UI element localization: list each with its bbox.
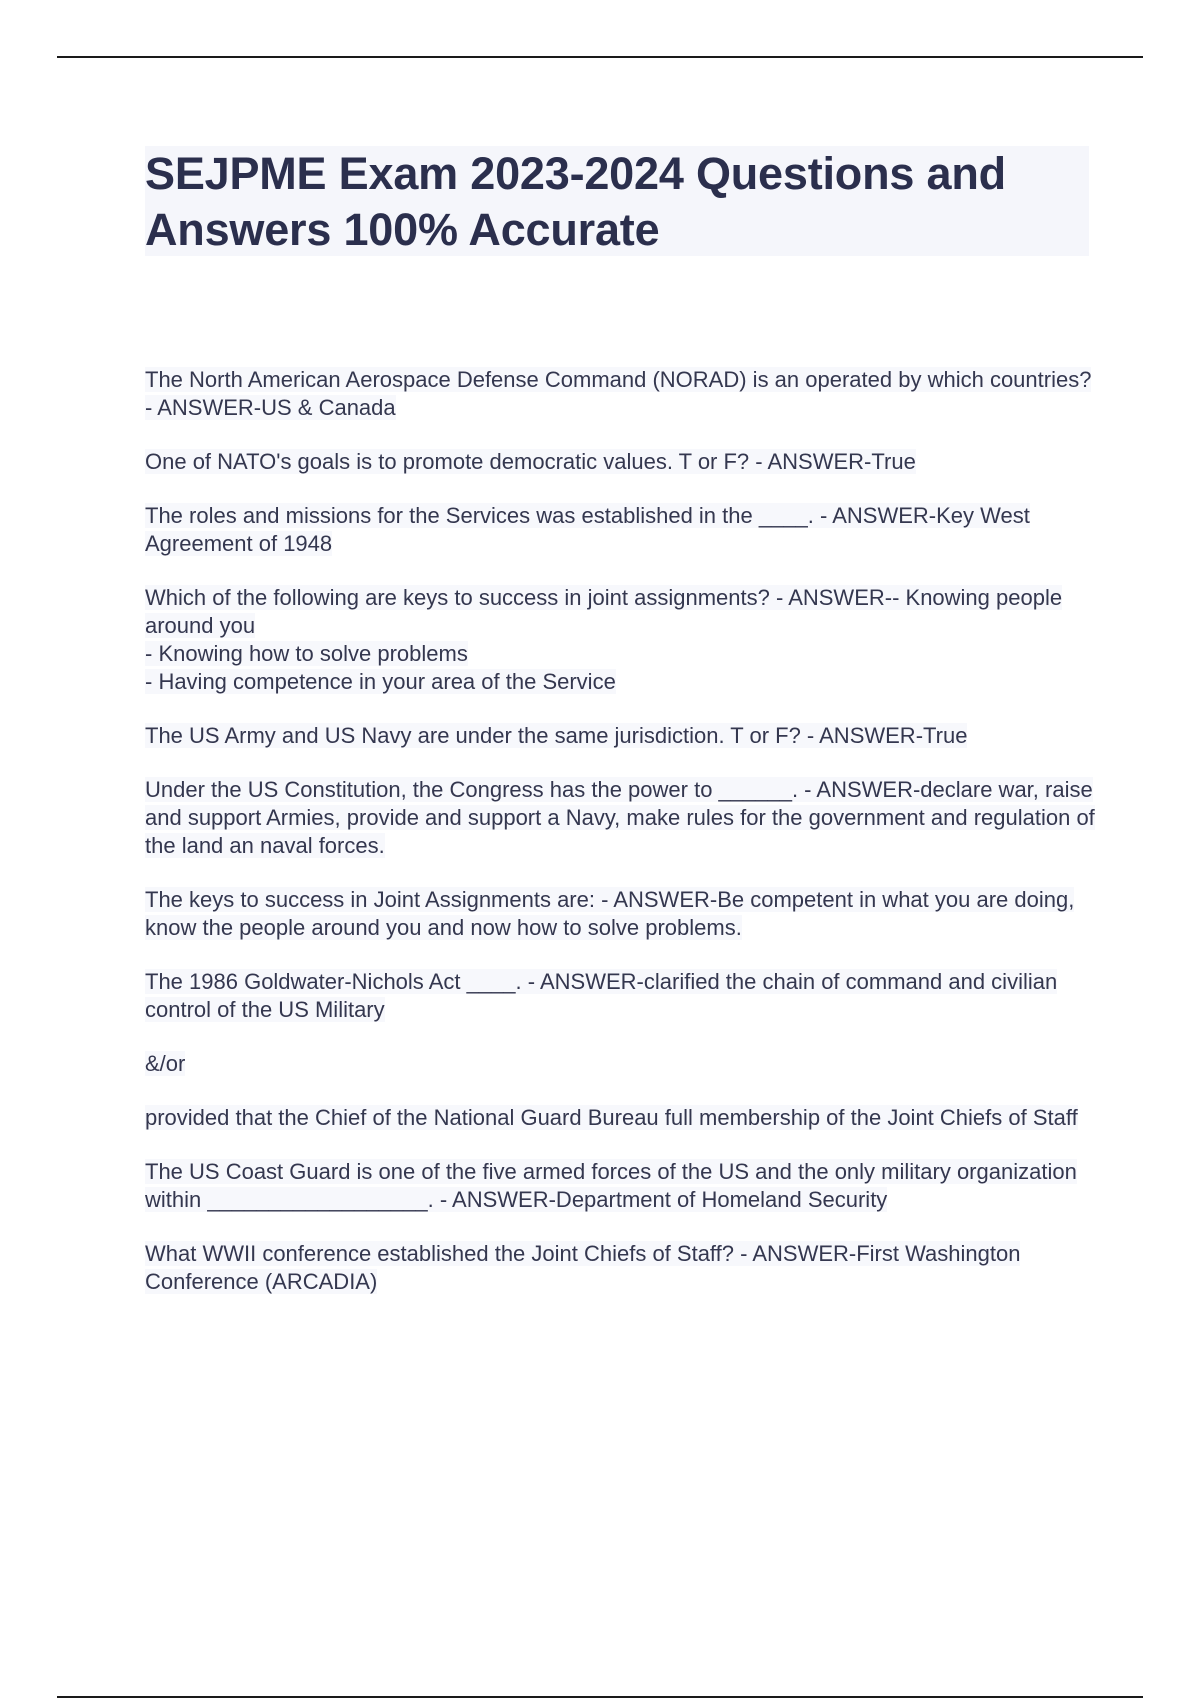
- qa-text: Which of the following are keys to success in joint assignments? - ANSWER-- Knowing people around you - Knowing how to solve problems - Having competence in your area of the Service: [145, 585, 1063, 694]
- qa-text: The US Army and US Navy are under the same jurisdiction. T or F? - ANSWER-True: [145, 723, 968, 748]
- qa-item: [145, 1240, 1095, 1296]
- qa-item: [145, 502, 1095, 558]
- title-block: [145, 146, 1089, 256]
- qa-item: [145, 968, 1095, 1024]
- qa-text: Under the US Constitution, the Congress has the power to ______. - ANSWER-declare war, raise and support Armies, provide and support a Navy, make rules for the government and regulation of the land an naval forces.: [145, 777, 1095, 858]
- qa-text: The roles and missions for the Services was established in the ____. - ANSWER-Key West Agreement of 1948: [145, 503, 1030, 556]
- qa-item: [145, 1158, 1095, 1214]
- qa-item: [145, 1050, 1095, 1078]
- qa-item: [145, 722, 1095, 750]
- qa-item: [145, 448, 1095, 476]
- qa-item: [145, 1104, 1095, 1132]
- qa-item: [145, 584, 1095, 696]
- bottom-rule: [57, 1696, 1143, 1698]
- qa-item: [145, 776, 1095, 860]
- qa-text: The keys to success in Joint Assignments are: - ANSWER-Be competent in what you are doing, know the people around you and now how to solve problems.: [145, 887, 1075, 940]
- document-title: SEJPME Exam 2023-2024 Questions and Answers 100% Accurate: [145, 148, 1006, 255]
- top-rule: [57, 56, 1143, 58]
- qa-item: [145, 886, 1095, 942]
- qa-text: The 1986 Goldwater-Nichols Act ____. - ANSWER-clarified the chain of command and civilian control of the US Military: [145, 969, 1058, 1022]
- qa-list: [145, 366, 1095, 1322]
- qa-text: provided that the Chief of the National Guard Bureau full membership of the Joint Chiefs of Staff: [145, 1105, 1078, 1130]
- qa-text: What WWII conference established the Joint Chiefs of Staff? - ANSWER-First Washington Conference (ARCADIA): [145, 1241, 1021, 1294]
- qa-text: The US Coast Guard is one of the five armed forces of the US and the only military organization within __________________. - ANSWER-Department of Homeland Security: [145, 1159, 1077, 1212]
- qa-text: &/or: [145, 1051, 186, 1076]
- qa-item: [145, 366, 1095, 422]
- qa-text: One of NATO's goals is to promote democratic values. T or F? - ANSWER-True: [145, 449, 916, 474]
- qa-text: The North American Aerospace Defense Command (NORAD) is an operated by which countries? - ANSWER-US & Canada: [145, 367, 1092, 420]
